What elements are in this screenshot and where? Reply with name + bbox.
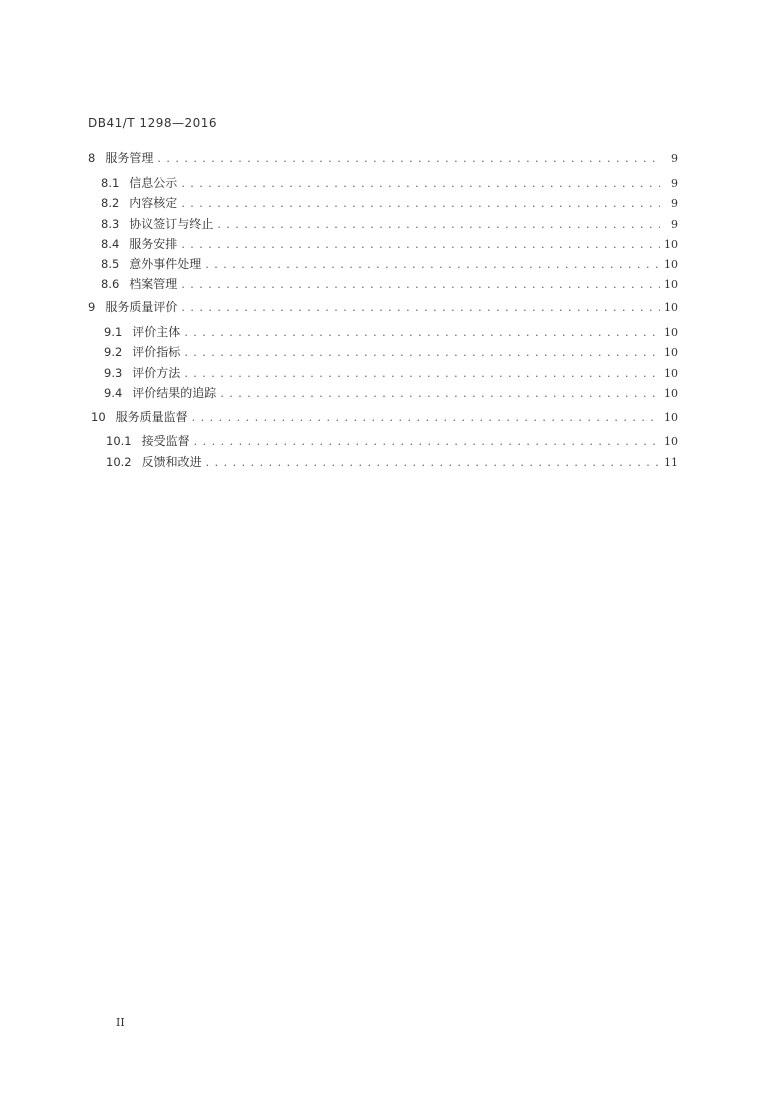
toc-entry-page: 9 xyxy=(671,218,678,231)
toc-entry-number: 8.4 xyxy=(101,237,120,251)
toc-leader-dots xyxy=(192,410,660,426)
toc-entry-title: 接受监督 xyxy=(141,434,190,448)
toc-leader-dots xyxy=(220,386,660,402)
toc-entry-number: 8.5 xyxy=(101,257,120,271)
toc-entry[interactable] xyxy=(88,299,678,316)
toc-entry[interactable] xyxy=(106,433,678,450)
toc-entry-title: 服务质量评价 xyxy=(105,300,178,314)
toc-entry-page: 10 xyxy=(664,367,678,380)
toc-leader-dots xyxy=(184,345,660,361)
toc-entry[interactable] xyxy=(101,256,678,273)
toc-entry-number: 8.3 xyxy=(101,217,120,231)
toc-entry-number: 9.1 xyxy=(104,325,123,339)
toc-entry-number: 10 xyxy=(91,410,106,424)
toc-leader-dots xyxy=(184,325,660,341)
toc-entry-title: 评价方法 xyxy=(132,366,181,380)
toc-leader-dots xyxy=(217,217,660,233)
toc-entry[interactable] xyxy=(104,365,678,382)
toc-entry-page: 9 xyxy=(671,152,678,165)
toc-entry-page: 11 xyxy=(664,456,678,469)
toc-leader-dots xyxy=(181,176,660,192)
toc-entry-number: 10.2 xyxy=(106,455,132,469)
toc-entry-page: 10 xyxy=(664,435,678,448)
toc-leader-dots xyxy=(181,300,660,316)
toc-leader-dots xyxy=(181,237,660,253)
toc-leader-dots xyxy=(194,434,660,450)
toc-entry-page: 10 xyxy=(664,238,678,251)
toc-entry[interactable] xyxy=(88,150,678,167)
toc-entry[interactable] xyxy=(104,385,678,402)
toc-entry[interactable] xyxy=(101,236,678,253)
toc-entry-title: 服务安排 xyxy=(129,237,178,251)
toc-leader-dots xyxy=(181,277,660,293)
toc-entry-title: 评价指标 xyxy=(132,345,181,359)
toc-entry[interactable] xyxy=(91,409,678,426)
toc-entry-page: 10 xyxy=(664,326,678,339)
toc-entry-title: 意外事件处理 xyxy=(129,257,202,271)
toc-entry[interactable] xyxy=(106,454,678,471)
toc-entry-title: 信息公示 xyxy=(129,176,178,190)
toc-entry-page: 10 xyxy=(664,387,678,400)
toc-entry-number: 9.4 xyxy=(104,386,123,400)
toc-entry-page: 9 xyxy=(671,197,678,210)
toc-entry-title: 服务质量监督 xyxy=(115,410,188,424)
toc-entry-number: 9.2 xyxy=(104,345,123,359)
toc-entry-title: 服务管理 xyxy=(105,151,154,165)
toc-entry-number: 8.6 xyxy=(101,277,120,291)
toc-entry[interactable] xyxy=(101,216,678,233)
toc-leader-dots xyxy=(206,455,660,471)
toc-entry-number: 8.2 xyxy=(101,196,120,210)
toc-entry[interactable] xyxy=(101,276,678,293)
toc-entry-title: 档案管理 xyxy=(129,277,178,291)
toc-entry-number: 8.1 xyxy=(101,176,120,190)
document-code: DB41/T 1298—2016 xyxy=(88,116,218,130)
toc-entry-number: 10.1 xyxy=(106,434,132,448)
toc-leader-dots xyxy=(181,196,660,212)
toc-leader-dots xyxy=(205,257,660,273)
toc-entry-page: 10 xyxy=(664,278,678,291)
toc-entry-title: 评价结果的追踪 xyxy=(132,386,217,400)
toc-entry-title: 反馈和改进 xyxy=(141,455,202,469)
toc-entry-number: 9.3 xyxy=(104,366,123,380)
toc-entry[interactable] xyxy=(101,175,678,192)
toc-entry-page: 9 xyxy=(671,177,678,190)
toc-entry-number: 9 xyxy=(88,300,96,314)
toc-entry-page: 10 xyxy=(664,346,678,359)
toc-entry-page: 10 xyxy=(664,301,678,314)
toc-entry-page: 10 xyxy=(664,258,678,271)
toc-entry-title: 协议签订与终止 xyxy=(129,217,214,231)
toc-entry-title: 内容核定 xyxy=(129,196,178,210)
toc-leader-dots xyxy=(184,366,660,382)
toc-entry-title: 评价主体 xyxy=(132,325,181,339)
toc-entry-page: 10 xyxy=(664,411,678,424)
toc-entry[interactable] xyxy=(104,324,678,341)
toc-entry[interactable] xyxy=(101,195,678,212)
toc-entry-number: 8 xyxy=(88,151,96,165)
toc-entry[interactable] xyxy=(104,344,678,361)
page-number: II xyxy=(116,1016,125,1029)
toc-leader-dots xyxy=(157,151,660,167)
